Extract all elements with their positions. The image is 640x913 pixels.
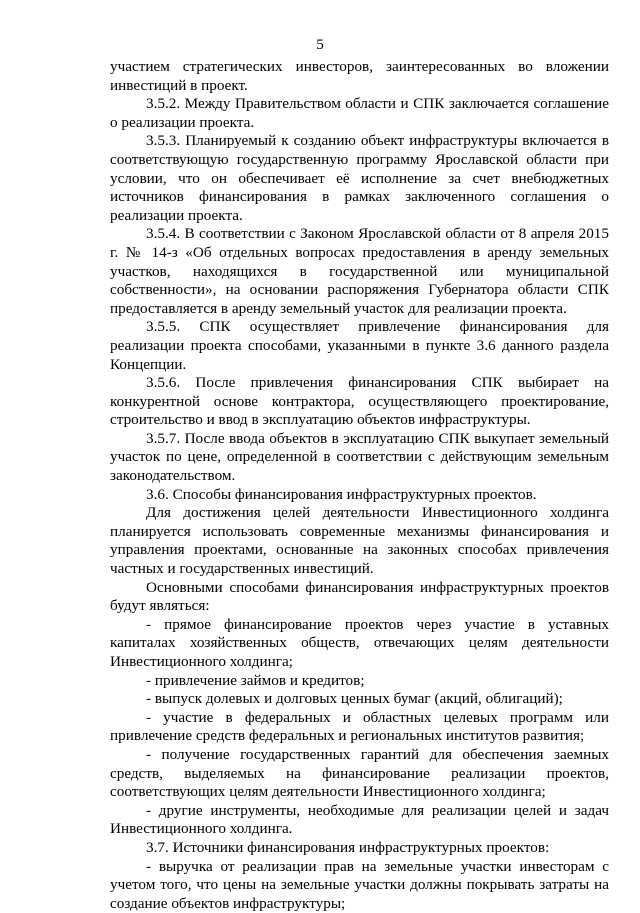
list-item: - выручка от реализации прав на земельные участки инвесторам с учетом того, что цены на земельные участки должны покрывать затраты на создание объектов инфраструктуры;	[110, 857, 609, 912]
paragraph: Для достижения целей деятельности Инвестиционного холдинга планируется использовать современные механизмы финансирования и управления проектами, основанные на законных способах привлечения частных и государственных инвестиций.	[110, 504, 609, 578]
section-heading: 3.7. Источники финансирования инфраструктурных проектов:	[146, 838, 550, 856]
list-item: - выпуск долевых и долговых ценных бумаг (акций, облигаций);	[146, 690, 563, 708]
list-item: - участие в федеральных и областных целевых программ или привлечение средств федеральных и региональных институтов развития;	[110, 708, 609, 745]
list-item: - получение государственных гарантий для обеспечения заемных средств, выделяемых на финансирование реализации проектов, соответствующих целям деятельности Инвестиционного холдинга;	[110, 745, 609, 801]
list-item: - прямое финансирование проектов через участие в уставных капиталах хозяйственных обществ, отвечающих целям деятельности Инвестиционного холдинга;	[110, 615, 609, 670]
list-item: - другие инструменты, необходимые для реализации целей и задач Инвестиционного холдинга.	[110, 801, 609, 838]
document-body	[110, 58, 609, 913]
paragraph: 3.5.2. Между Правительством области и СПК заключается соглашение о реализации проекта.	[110, 95, 609, 131]
paragraph: 3.5.3. Планируемый к созданию объект инфраструктуры включается в соответствующую государственную программу Ярославской области при условии, что он обеспечивает её исполнение за счет внебюджетных источников финансирования в рамках заключенного соглашения о реализации проекта.	[110, 132, 609, 224]
paragraph: 3.5.6. После привлечения финансирования СПК выбирает на конкурентной основе контрактора, осуществляющего проектирование, строительство и ввод в эксплуатацию объектов инфраструктуры.	[110, 374, 609, 429]
paragraph: Основными способами финансирования инфраструктурных проектов будут являться:	[110, 578, 609, 615]
paragraph: участием стратегических инвесторов, заинтересованных во вложении инвестиций в проект.	[110, 58, 609, 94]
paragraph: 3.5.7. После ввода объектов в эксплуатацию СПК выкупает земельный участок по цене, определенной в соответствии с действующим земельным законодательством.	[110, 429, 609, 485]
section-heading: 3.6. Способы финансирования инфраструктурных проектов.	[146, 485, 537, 503]
paragraph: 3.5.5. СПК осуществляет привлечение финансирования для реализации проекта способами, указанными в пункте 3.6 данного раздела Концепции.	[110, 318, 609, 373]
page-number: 5	[316, 36, 324, 53]
paragraph: 3.5.4. В соответствии с Законом Ярославской области от 8 апреля 2015 г. № 14-з «Об отдельных вопросах предоставления в аренду земельных участков, находящихся в государственной или муниципальной собственности», на основании распоряжения Губернатора области СПК предоставляется в аренду земельный участок для реализации проекта.	[110, 225, 609, 317]
list-item: - привлечение займов и кредитов;	[146, 671, 365, 689]
